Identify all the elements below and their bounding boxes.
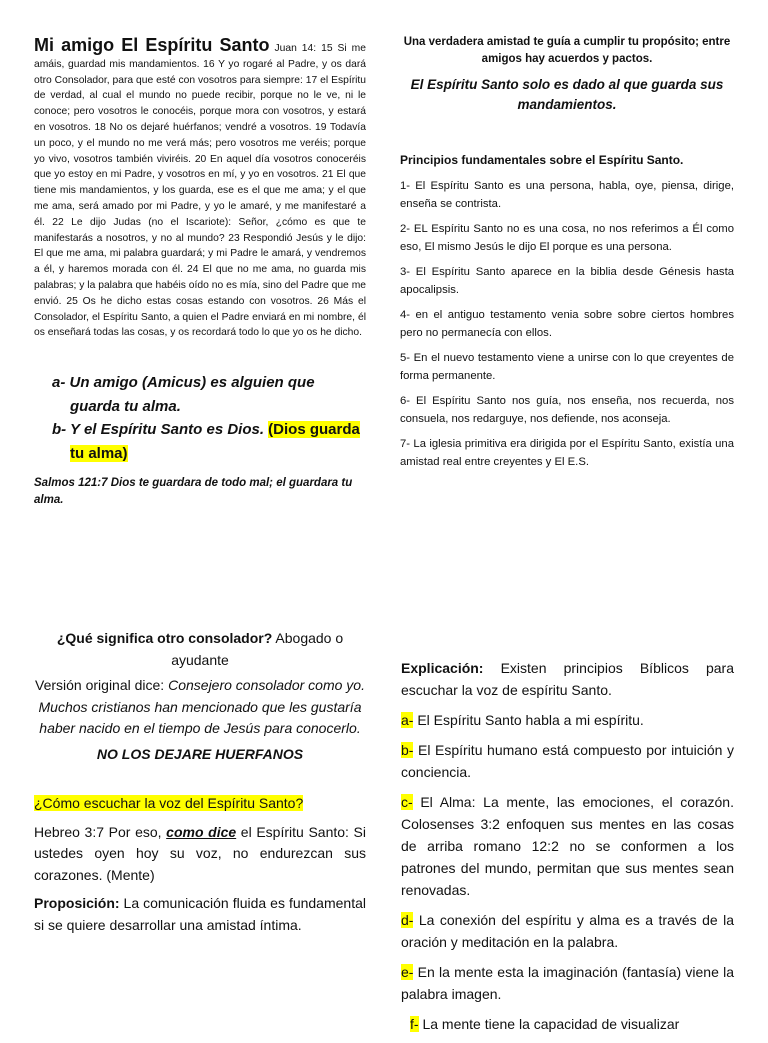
- principle-item: 5- En el nuevo testamento viene a unirse con lo que creyentes de forma permanente.: [400, 352, 734, 382]
- principles-list: [400, 177, 734, 471]
- explicacion-item: [401, 1013, 734, 1035]
- version-text: Consejero consolador como yo. Muchos cristianos han mencionado que les gustaría haber nacido en el tiempo de Jesús para conocerlo.: [38, 677, 365, 736]
- explicacion-item: [401, 791, 734, 901]
- section-mi-amigo: [34, 35, 366, 509]
- explicacion-item: [401, 961, 734, 1005]
- salmos-quote: Salmos 121:7 Dios te guardara de todo mal; el guardara tu alma.: [34, 477, 353, 507]
- point-b: [52, 418, 366, 465]
- explicacion-text: Existen principios Bíblicos para escuchar la voz de espíritu Santo.: [401, 660, 734, 698]
- item-text: La conexión del espíritu y alma es a través de la oración y meditación en la palabra.: [401, 912, 734, 950]
- principle-item: 7- La iglesia primitiva era dirigida por el Espíritu Santo, existía una amistad real entre creyentes y El E.S.: [400, 438, 734, 468]
- principle-item: 3- El Espíritu Santo aparece en la biblia desde Génesis hasta apocalipsis.: [400, 266, 734, 296]
- amistad-emphasis: El Espíritu Santo solo es dado al que guarda sus mandamientos.: [410, 77, 724, 112]
- proposicion-text: La comunicación fluida es fundamental si se quiere desarrollar una amistad íntima.: [34, 895, 366, 933]
- item-letter: c-: [401, 794, 413, 810]
- hebreo-quote: [34, 822, 366, 887]
- principle-item: 2- EL Espíritu Santo no es una cosa, no nos referimos a Él como eso, El mismo Jesús le dijo El porque es una persona.: [400, 223, 734, 253]
- version-label: Versión original dice:: [35, 677, 169, 693]
- item-text: El Espíritu Santo habla a mi espíritu.: [413, 712, 644, 728]
- item-text: El Espíritu humano está compuesto por intuición y conciencia.: [401, 742, 734, 780]
- item-letter: a-: [401, 712, 414, 728]
- question-voz-highlight: ¿Cómo escuchar la voz del Espíritu Santo?: [34, 795, 304, 811]
- point-b-highlight: (Dios guarda tu alma): [70, 421, 360, 462]
- amigo-points: [52, 371, 366, 465]
- section-explicacion: [401, 657, 734, 1043]
- principle-item: 6- El Espíritu Santo nos guía, nos enseña, nos recuerda, nos consuela, nos redarguye, nos defiende, nos aconseja.: [400, 395, 734, 425]
- hebreo-pre: Hebreo 3:7 Por eso,: [34, 823, 167, 840]
- explicacion-item: [401, 909, 734, 953]
- explicacion-label: Explicación:: [401, 660, 484, 676]
- no-huerfanos: NO LOS DEJARE HUERFANOS: [96, 745, 304, 762]
- principle-item: 4- en el antiguo testamento venia sobre sobre ciertos hombres pero no permanecía con ellos.: [400, 309, 734, 339]
- item-letter: d-: [401, 912, 414, 928]
- hebreo-post: el Espíritu Santo: Si ustedes oyen hoy su voz, no endurezcan sus corazones. (Mente): [34, 823, 366, 883]
- item-text: La mente tiene la capacidad de visualizar: [418, 1016, 680, 1032]
- principle-item: 1- El Espíritu Santo es una persona, habla, oye, piensa, dirige, enseña se contrista.: [400, 180, 734, 210]
- hebreo-emph: como dice: [166, 823, 237, 840]
- question-consolador-bold: ¿Qué significa otro consolador?: [56, 630, 273, 646]
- question-voz: [34, 793, 366, 815]
- item-text: En la mente esta la imaginación (fantasía) viene la palabra imagen.: [401, 964, 734, 1002]
- explicacion-item: [401, 739, 734, 783]
- point-b-text: b- Y el Espíritu Santo es Dios.: [52, 421, 269, 439]
- version-original: [34, 675, 366, 740]
- section-title: Mi amigo El Espíritu Santo: [34, 35, 270, 55]
- juan-14-text: Juan 14: 15 Si me amáis, guardad mis mandamientos. 16 Y yo rogaré al Padre, y os dará otro Consolador, para que esté con vosotros para siempre: 17 el Espíritu de verdad, al cual el mundo no puede recibir, porque no le ve, ni le conoce; pero vosotros le conocéis, porque mora con vosotros, y estará en vosotros. 18 No os dejaré huérfanos; vendré a vosotros. 19 Todavía un poco, y el mundo no me verá más; pero vosotros me veréis; porque yo vivo, vosotros también viviréis. 20 En aquel día vosotros conoceréis que yo estoy en mi Padre, y vosotros en mí, y yo en vosotros. 21 El que tiene mis mandamientos, y los guarda, ese es el que me ama; y el que me ama, será amado por mi Padre, y yo le amaré, y me manifestaré a él. 22 Le dijo Judas (no el Iscariote): Señor, ¿cómo es que te manifestarás a nosotros, y no al mundo? 23 Respondió Jesús y le dijo: El que me ama, mi palabra guardará; y mi Padre le amará, y vendremos a él, y haremos morada con él. 24 El que no me ama, no guarda mis palabras; y la palabra que habéis oído no es mía, sino del Padre que me envió. 25 Os he dicho estas cosas estando con vosotros. 26 Más el Consolador, el Espíritu Santo, a quien el Padre enviará en mi nombre, él os enseñará todas las cosas, y os recordará todo lo que yo os he dicho.: [34, 43, 366, 339]
- proposicion-label: Proposición:: [34, 895, 120, 911]
- scripture-block: [34, 35, 366, 341]
- section-consolador: [34, 628, 366, 936]
- principles-heading: Principios fundamentales sobre el Espíritu Santo.: [400, 153, 684, 167]
- item-letter: e-: [401, 964, 414, 980]
- item-letter: f-: [410, 1016, 419, 1032]
- question-consolador: [34, 628, 366, 671]
- point-a: a- Un amigo (Amicus) es alguien que guarda tu alma.: [52, 374, 315, 415]
- question-consolador-answer: Abogado o ayudante: [171, 630, 344, 668]
- proposicion: [34, 893, 366, 936]
- section-amistad: [400, 34, 734, 478]
- amistad-subtitle: Una verdadera amistad te guía a cumplir tu propósito; entre amigos hay acuerdos y pactos.: [403, 36, 731, 65]
- item-text: El Alma: La mente, las emociones, el corazón. Colosenses 3:2 enfoquen sus mentes en las cosas de arriba romano 12:2 no se conformen a los patrones del mundo, permitan que sus mentes sean renovadas.: [401, 794, 734, 898]
- explicacion-item: [401, 709, 734, 731]
- explicacion: [401, 657, 734, 701]
- item-letter: b-: [401, 742, 414, 758]
